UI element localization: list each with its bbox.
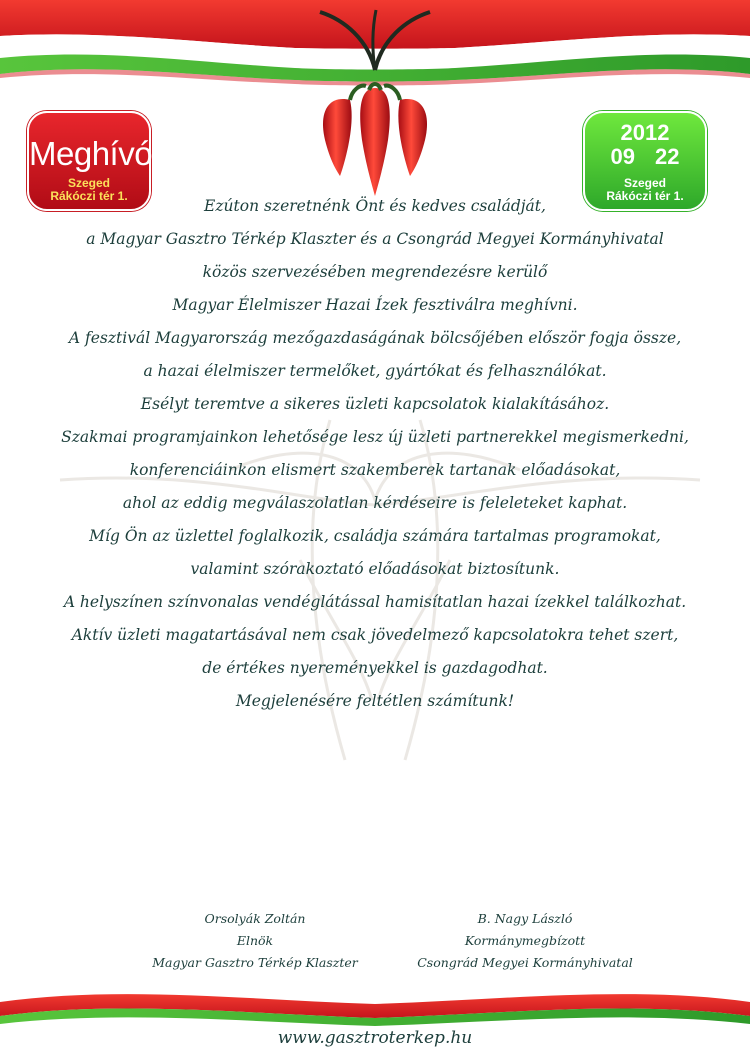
body-line: A helyszínen színvonalas vendéglátással hamisítatlan hazai ízekkel találkozhat. [63, 593, 687, 611]
signer-role: Kormánymegbízott [464, 933, 586, 948]
badge-address: Rákóczi tér 1. [606, 189, 684, 203]
invitation-text [40, 190, 710, 718]
body-line: Aktív üzleti magatartásával nem csak jövedelmező kapcsolatokra tehet szert, [71, 626, 679, 644]
signer-name: B. Nagy László [477, 911, 573, 926]
body-line: a Magyar Gasztro Térkép Klaszter és a Csongrád Megyei Kormányhivatal [86, 230, 664, 248]
body-line: Szakmai programjainkon lehetősége lesz új üzleti partnerekkel megismerkedni, [61, 428, 689, 446]
body-line: Míg Ön az üzlettel foglalkozik, családja számára tartalmas programokat, [89, 527, 661, 545]
signer-organization: Magyar Gasztro Térkép Klaszter [152, 955, 358, 970]
signature-left [120, 908, 390, 974]
badge-city: Szeged [67, 176, 110, 190]
footer-website-link[interactable]: www.gasztroterkep.hu [277, 1028, 473, 1048]
badge-address: Rákóczi tér 1. [50, 189, 128, 203]
body-line: közös szervezésében megrendezésre kerülő [202, 263, 548, 281]
body-line: de értékes nyereményekkel is gazdagodhat. [202, 659, 548, 677]
body-line: Ezúton szeretnénk Önt és kedves családját, [204, 197, 546, 215]
body-line: ahol az eddig megválaszolatlan kérdéseire is feleleteket kaphat. [122, 494, 628, 512]
bottom-tricolor-swoosh [0, 994, 750, 1026]
badge-date: 09 22 [610, 144, 680, 169]
closing-line: Megjelenésére feltétlen számítunk! [235, 692, 515, 710]
body-line: Magyar Élelmiszer Hazai Ízek fesztiválra meghívni. [172, 296, 578, 314]
body-line: A fesztivál Magyarország mezőgazdaságának bölcsőjében először fogja össze, [68, 329, 682, 347]
badge-city: Szeged [623, 176, 666, 190]
signature-right [400, 908, 650, 974]
badge-year: 2012 [620, 120, 670, 145]
signer-role: Elnök [236, 933, 274, 948]
signer-name: Orsolyák Zoltán [204, 911, 306, 926]
body-line: konferenciáinkon elismert szakemberek tartanak előadásokat, [129, 461, 621, 479]
badge-title: Meghívó [29, 135, 153, 172]
body-line: valamint szórakoztató előadásokat biztosítunk. [190, 560, 560, 578]
signer-organization: Csongrád Megyei Kormányhivatal [417, 955, 633, 970]
body-line: a hazai élelmiszer termelőket, gyártókat és felhasználókat. [143, 362, 607, 380]
body-line: Esélyt teremtve a sikeres üzleti kapcsolatok kialakításához. [140, 395, 610, 413]
